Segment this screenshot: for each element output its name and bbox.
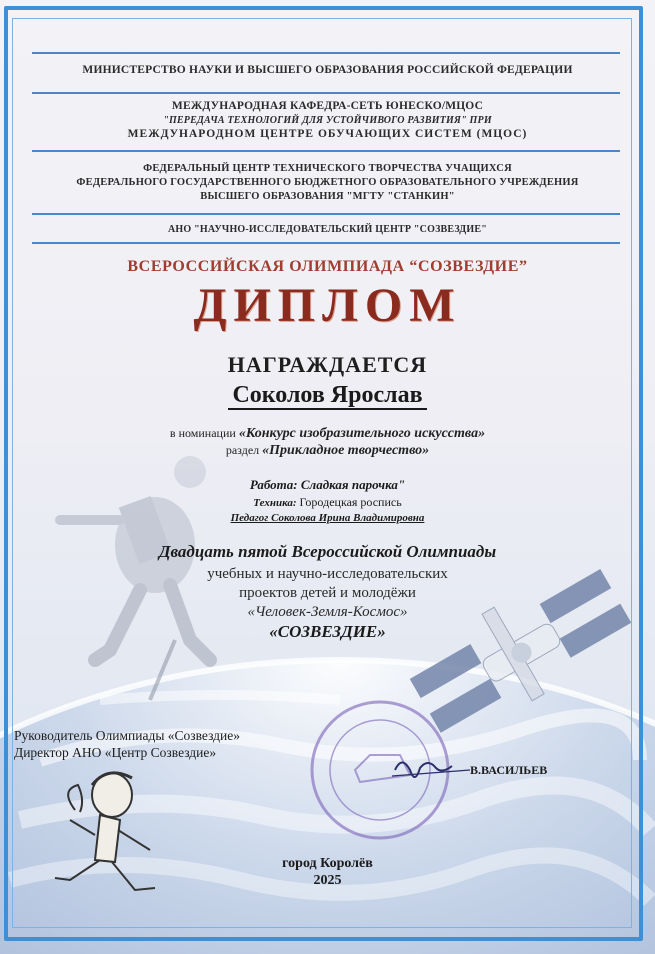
unesco-line-3: МЕЖДУНАРОДНОМ ЦЕНТРЕ ОБУЧАЮЩИХ СИСТЕМ (МЦОС)	[127, 128, 528, 140]
signature-director-label: Директор АНО «Центр Созвездие»	[14, 745, 217, 760]
divider	[32, 92, 620, 94]
technique-line	[0, 495, 655, 510]
inner-frame	[12, 18, 632, 928]
diploma-heading: ДИПЛОМ	[193, 279, 462, 332]
competition-line-5: «СОЗВЕЗДИЕ»	[269, 622, 386, 641]
competition-line-1: Двадцать пятой Всероссийской Олимпиады	[158, 542, 497, 561]
unesco-line-1: МЕЖДУНАРОДНАЯ КАФЕДРА-СЕТЬ ЮНЕСКО/МЦОС	[171, 100, 484, 112]
section-value: «Прикладное творчество»	[262, 443, 430, 458]
divider	[32, 242, 620, 244]
divider	[32, 150, 620, 152]
section-prefix: раздел	[225, 443, 260, 457]
divider	[32, 52, 620, 54]
signer-name: В.ВАСИЛЬЕВ	[470, 763, 548, 777]
competition-line-3: проектов детей и молодёжи	[239, 585, 416, 601]
olympiad-title: ВСЕРОССИЙСКАЯ ОЛИМПИАДА “СОЗВЕЗДИЕ”	[127, 258, 528, 275]
federal-line-1: ФЕДЕРАЛЬНЫЙ ЦЕНТР ТЕХНИЧЕСКОГО ТВОРЧЕСТВА УЧАЩИХСЯ	[143, 163, 512, 174]
ano-line: АНО "НАУЧНО-ИССЛЕДОВАТЕЛЬСКИЙ ЦЕНТР "СОЗВЕЗДИЕ"	[168, 224, 487, 235]
ministry-line: МИНИСТЕРСТВО НАУКИ И ВЫСШЕГО ОБРАЗОВАНИЯ РОССИЙСКОЙ ФЕДЕРАЦИИ	[82, 64, 573, 76]
recipient-name: Соколов Ярослав	[0, 382, 655, 409]
awarded-label: НАГРАЖДАЕТСЯ	[227, 352, 428, 377]
technique-label: Техника:	[253, 497, 297, 509]
competition-line-4: «Человек-Земля-Космос»	[247, 604, 408, 620]
signature-head-label: Руководитель Олимпиады «Созвездие»	[14, 728, 240, 743]
nomination-line	[0, 426, 655, 442]
federal-line-3: ВЫСШЕГО ОБРАЗОВАНИЯ "МГТУ "СТАНКИН"	[200, 191, 455, 202]
federal-line-2: ФЕДЕРАЛЬНОГО ГОСУДАРСТВЕННОГО БЮДЖЕТНОГО ОБРАЗОВАТЕЛЬНОГО УЧРЕЖДЕНИЯ	[76, 177, 579, 188]
city-label: город Королёв	[282, 856, 373, 871]
unesco-line-2: "ПЕРЕДАЧА ТЕХНОЛОГИЙ ДЛЯ УСТОЙЧИВОГО РАЗВИТИЯ" ПРИ	[163, 115, 492, 126]
divider	[32, 213, 620, 215]
section-line	[0, 443, 655, 459]
teacher-line: Педагог Соколова Ирина Владимировна	[230, 512, 425, 524]
year-label: 2025	[313, 873, 342, 888]
nomination-prefix: в номинации	[169, 426, 236, 440]
nomination-value: «Конкурс изобразительного искусства»	[238, 426, 486, 441]
competition-line-2: учебных и научно-исследовательских	[207, 566, 448, 582]
work-title: Работа: Сладкая парочка"	[249, 477, 406, 492]
technique-value: Городецкая роспись	[299, 495, 402, 509]
